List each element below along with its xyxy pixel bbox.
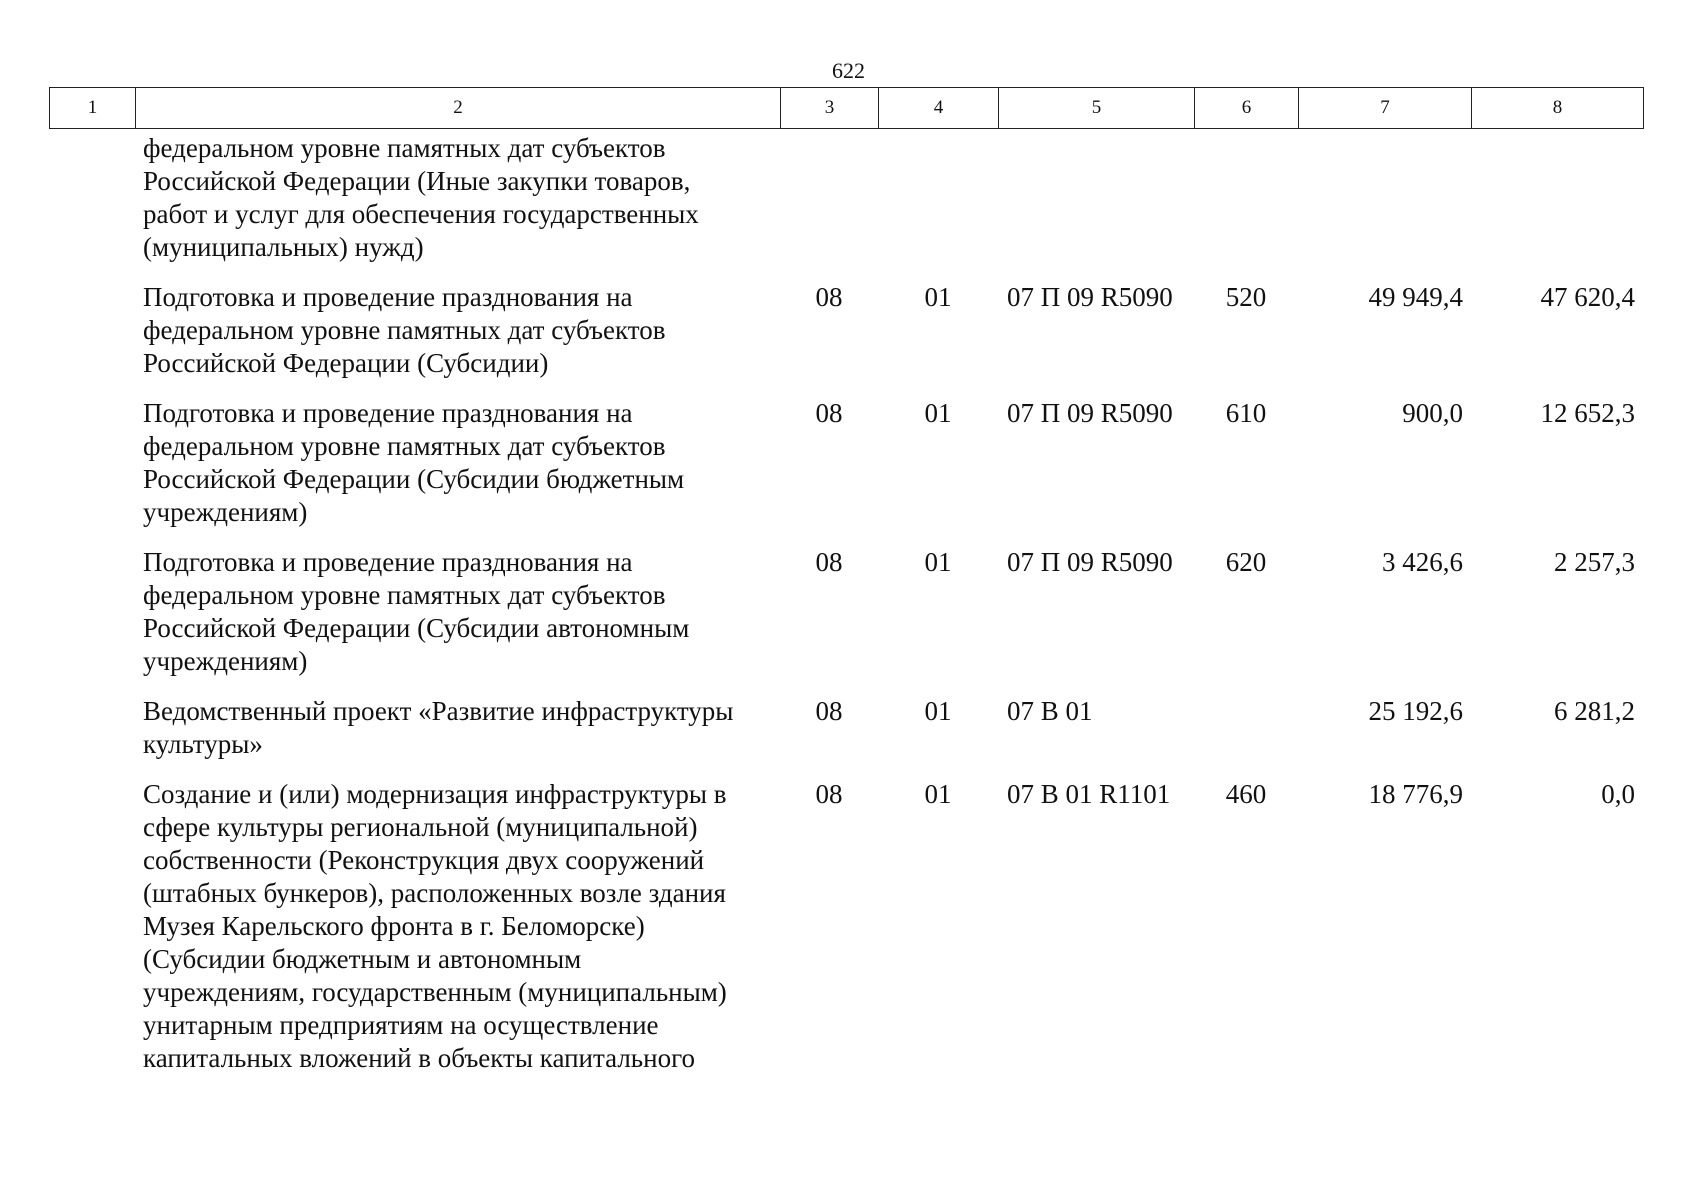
- column-number-5: 5: [999, 88, 1195, 129]
- row-amount-year1: 49 949,4: [1368, 282, 1463, 312]
- row-subsection: 01: [924, 547, 952, 577]
- row-expense-type: 620: [1225, 547, 1267, 577]
- row-target-article: [998, 132, 1194, 281]
- row-target-article: 07 В 01: [1007, 696, 1093, 726]
- row-amount-year2: [1471, 132, 1643, 281]
- column-number-3: 3: [781, 88, 879, 129]
- row-amount-year2: 6 281,2: [1554, 696, 1635, 726]
- row-target-article: 07 В 01 R1101: [1007, 779, 1171, 809]
- row-name: федеральном уровне памятных дат субъектов Российской Федерации (Иные закупки товаров, работ и услуг для обеспечения государственных (муниципальных) нужд): [143, 133, 699, 262]
- row-amount-year2: 47 620,4: [1540, 282, 1635, 312]
- column-header-row: [50, 88, 1644, 129]
- column-number-4: 4: [879, 88, 999, 129]
- column-number-8: 8: [1472, 88, 1644, 129]
- row-amount-year1: 900,0: [1402, 398, 1463, 428]
- column-header-table: [49, 87, 1644, 129]
- row-amount-year2: 12 652,3: [1540, 398, 1635, 428]
- column-number-7: 7: [1299, 88, 1472, 129]
- row-section: 08: [815, 779, 843, 809]
- row-section: 08: [815, 398, 843, 428]
- row-expense-type: 610: [1225, 398, 1267, 428]
- table-row: [49, 281, 1643, 397]
- row-subsection: 01: [924, 696, 952, 726]
- row-amount-year2: 2 257,3: [1554, 547, 1635, 577]
- row-expense-type: 520: [1225, 282, 1267, 312]
- row-section: 08: [815, 282, 843, 312]
- row-expense-type: [1194, 695, 1298, 778]
- row-expense-type: [1194, 132, 1298, 281]
- row-name: Подготовка и проведение празднования на федеральном уровне памятных дат субъектов Российской Федерации (Субсидии): [143, 282, 666, 378]
- row-amount-year1: 18 776,9: [1368, 779, 1463, 809]
- row-section: [780, 132, 878, 281]
- page-number: 622: [832, 58, 865, 83]
- column-number-6: 6: [1195, 88, 1299, 129]
- row-amount-year2: 0,0: [1601, 779, 1635, 809]
- row-target-article: 07 П 09 R5090: [1007, 282, 1173, 312]
- row-subsection: 01: [924, 779, 952, 809]
- budget-table: [49, 132, 1643, 1092]
- row-subsection: 01: [924, 282, 952, 312]
- row-name: Подготовка и проведение празднования на федеральном уровне памятных дат субъектов Российской Федерации (Субсидии автономным учреждениям): [143, 547, 690, 676]
- column-number-2: 2: [136, 88, 781, 129]
- table-row: [49, 695, 1643, 778]
- row-subsection: [878, 132, 998, 281]
- row-name: Подготовка и проведение празднования на федеральном уровне памятных дат субъектов Российской Федерации (Субсидии бюджетным учреждениям): [143, 398, 685, 527]
- row-amount-year1: 3 426,6: [1382, 547, 1463, 577]
- row-section: 08: [815, 696, 843, 726]
- row-amount-year1: 25 192,6: [1368, 696, 1463, 726]
- row-name: Создание и (или) модернизация инфраструктуры в сфере культуры региональной (муниципальной) собственности (Реконструкция двух сооружений (штабных бункеров), расположенных возле здания Музея Карельского фронта в г. Беломорске) (Субсидии бюджетным и автономным учреждениям, государственным (муниципальным) унитарным предприятиям на осуществление капитальных вложений в объекты капитального: [143, 779, 727, 1073]
- column-number-1: 1: [50, 88, 136, 129]
- table-row: [49, 778, 1643, 1092]
- row-amount-year1: [1298, 132, 1471, 281]
- row-name: Ведомственный проект «Развитие инфраструктуры культуры»: [143, 696, 734, 759]
- table-row: [49, 132, 1643, 281]
- row-expense-type: 460: [1225, 779, 1267, 809]
- row-section: 08: [815, 547, 843, 577]
- table-row: [49, 397, 1643, 546]
- row-target-article: 07 П 09 R5090: [1007, 398, 1173, 428]
- row-target-article: 07 П 09 R5090: [1007, 547, 1173, 577]
- row-subsection: 01: [924, 398, 952, 428]
- table-row: [49, 546, 1643, 695]
